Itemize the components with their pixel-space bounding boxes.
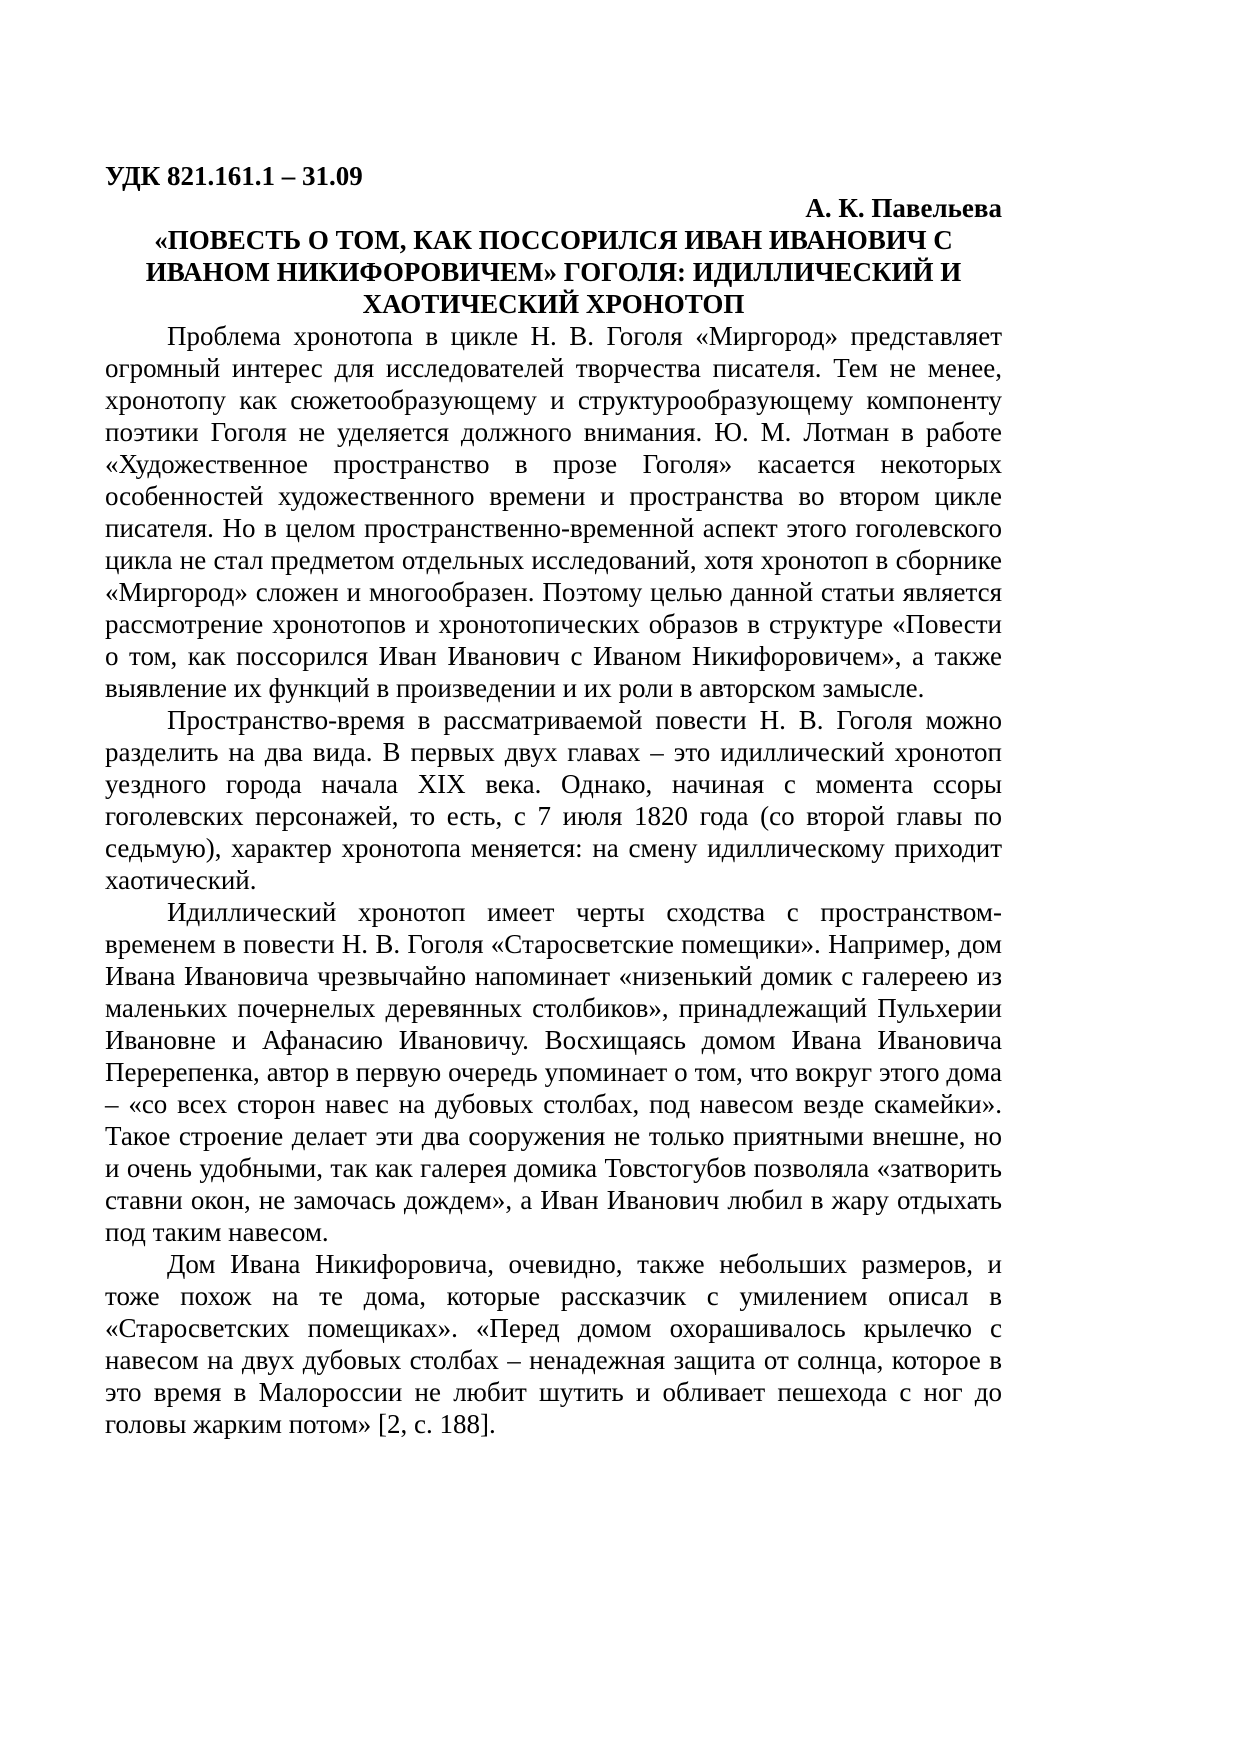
paragraph-1: Проблема хронотопа в цикле Н. В. Гоголя «Миргород» представляет огромный интерес для исследователей творчества писателя. Тем не менее, хронотопу как сюжетообразующему и структурообразующему компоненту поэтики Гоголя не уделяется должного внимания. Ю. М. Лотман в работе «Художественное пространство в прозе Гоголя» касается некоторых особенностей художественного времени и пространства во втором цикле писателя. Но в целом пространственно-временной аспект этого гоголевского цикла не стал предметом отдельных исследований, хотя хронотоп в сборнике «Миргород» сложен и многообразен. Поэтому целью данной статьи является рассмотрение хронотопов и хронотопических образов в структуре «Повести о том, как поссорился Иван Иванович с Иваном Никифоровичем», а также выявление их функций в произведении и их роли в авторском замысле. (105, 321, 1002, 703)
udc-number: УДК 821.161.1 – 31.09 (105, 161, 363, 191)
author-name: А. К. Павельева (805, 193, 1002, 223)
article-title: «ПОВЕСТЬ О ТОМ, КАК ПОССОРИЛСЯ ИВАН ИВАНОВИЧ С ИВАНОМ НИКИФОРОВИЧЕМ» ГОГОЛЯ: ИДИЛЛИЧЕСКИЙ И ХАОТИЧЕСКИЙ ХРОНОТОП (145, 225, 962, 319)
paragraph-4: Дом Ивана Никифоровича, очевидно, также небольших размеров, и тоже похож на те дома, которые рассказчик с умилением описал в «Старосветских помещиках». «Перед домом охорашивалось крылечко с навесом на двух дубовых столбах – ненадежная защита от солнца, которое в это время в Малороссии не любит шутить и обливает пешехода с ног до головы жарким потом» [2, с. 188]. (105, 1249, 1002, 1439)
paragraph-2: Пространство-время в рассматриваемой повести Н. В. Гоголя можно разделить на два вида. В первых двух главах – это идиллический хронотоп уездного города начала XIX века. Однако, начиная с момента ссоры гоголевских персонажей, то есть, с 7 июля 1820 года (со второй главы по седьмую), характер хронотопа меняется: на смену идиллическому приходит хаотический. (105, 705, 1002, 895)
paragraph-3: Идиллический хронотоп имеет черты сходства с пространством-временем в повести Н. В. Гоголя «Старосветские помещики». Например, дом Ивана Ивановича чрезвычайно напоминает «низенький домик с галереею из маленьких почернелых деревянных столбиков», принадлежащий Пульхерии Ивановне и Афанасию Ивановичу. Восхищаясь домом Ивана Ивановича Перерепенка, автор в первую очередь упоминает о том, что вокруг этого дома – «со всех сторон навес на дубовых столбах, под навесом везде скамейки». Такое строение делает эти два сооружения не только приятными внешне, но и очень удобными, так как галерея домика Товстогубов позволяла «затворить ставни окон, не замочась дождем», а Иван Иванович любил в жару отдыхать под таким навесом. (105, 897, 1002, 1247)
